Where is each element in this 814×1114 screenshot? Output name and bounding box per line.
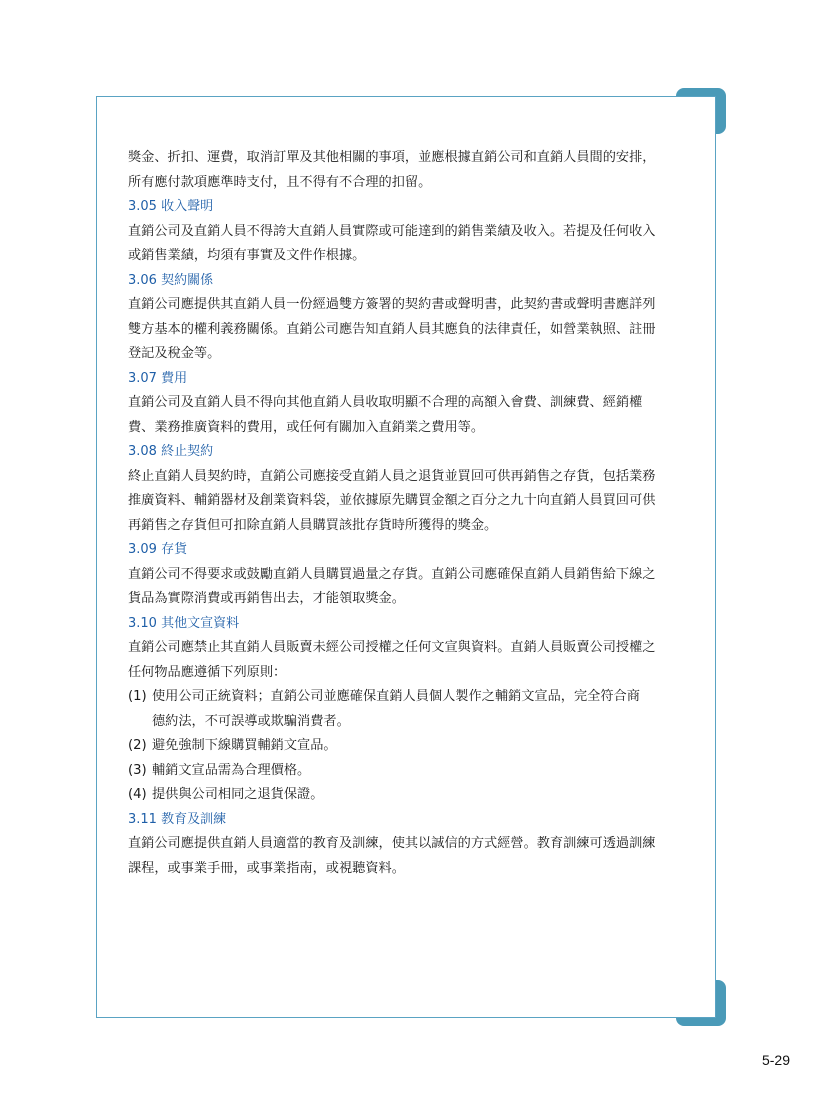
paragraph-line: 終止直銷人員契約時，直銷公司應接受直銷人員之退貨並買回可供再銷售之存貨，包括業務	[128, 468, 656, 484]
list-item	[128, 783, 696, 808]
paragraph-line: 貨品為實際消費或再銷售出去，才能領取獎金。	[128, 591, 405, 606]
list-item-text: 輔銷文宣品需為合理價格。	[152, 762, 311, 778]
paragraph-line: 登記及稅金等。	[128, 346, 221, 361]
section-heading-3-08: 3.08 終止契約	[128, 444, 214, 459]
paragraph-line: 課程，或事業手冊，或事業指南，或視聽資料。	[128, 860, 405, 876]
paragraph-line: 直銷公司應提供直銷人員適當的教育及訓練，使其以誠信的方式經營。教育訓練可透過訓練	[128, 836, 656, 851]
paragraph-line: 任何物品應遵循下列原則：	[128, 664, 287, 680]
paragraph-line: 直銷公司及直銷人員不得誇大直銷人員實際或可能達到的銷售業績及收入。若提及任何收入	[128, 223, 656, 239]
paragraph-line: 雙方基本的權利義務關係。直銷公司應告知直銷人員其應負的法律責任，如營業執照、註冊	[128, 321, 656, 337]
list-number: (1)	[128, 689, 147, 704]
list-item-text: 提供與公司相同之退貨保證。	[152, 787, 324, 802]
page-number: 5-29	[761, 1052, 790, 1068]
list-item	[128, 734, 696, 759]
paragraph-line: 直銷公司及直銷人員不得向其他直銷人員收取明顯不合理的高額入會費、訓練費、經銷權	[128, 395, 643, 410]
paragraph-line: 再銷售之存貨但可扣除直銷人員購買該批存貨時所獲得的獎金。	[128, 517, 498, 533]
intro-line-1: 獎金、折扣、運費，取消訂單及其他相關的事項，並應根據直銷公司和直銷人員間的安排，	[128, 150, 656, 165]
intro-line-2: 所有應付款項應準時支付，且不得有不合理的扣留。	[128, 174, 432, 190]
list-item-text: 使用公司正統資料；直銷公司並應確保直銷人員個人製作之輔銷文宣品，完全符合商	[152, 689, 640, 704]
section-heading-3-07: 3.07 費用	[128, 370, 188, 386]
list-number: (4)	[128, 787, 147, 802]
paragraph-line: 或銷售業績，均須有事實及文件作根據。	[128, 248, 366, 263]
section-heading-3-10: 3.10 其他文宣資料	[128, 615, 240, 631]
list-item	[128, 685, 696, 734]
list-number: (2)	[128, 738, 147, 753]
frame-corner-bottom	[676, 980, 715, 1017]
paragraph-line: 推廣資料、輔銷器材及創業資料袋，並依據原先購買金額之百分之九十向直銷人員買回可供	[128, 493, 656, 508]
frame-corner-top	[676, 97, 715, 134]
paragraph-line: 直銷公司不得要求或鼓勵直銷人員購買過量之存貨。直銷公司應確保直銷人員銷售給下線之	[128, 566, 656, 582]
section-heading-3-11: 3.11 教育及訓練	[128, 811, 227, 827]
paragraph-line: 直銷公司應提供其直銷人員一份經過雙方簽署的契約書或聲明書，此契約書或聲明書應詳列	[128, 297, 656, 312]
list-number: (3)	[128, 762, 147, 778]
paragraph-line: 費、業務推廣資料的費用，或任何有關加入直銷業之費用等。	[128, 419, 485, 435]
list-item	[128, 759, 696, 784]
paragraph-line: 直銷公司應禁止其直銷人員販賣未經公司授權之任何文宣與資料。直銷人員販賣公司授權之	[128, 640, 656, 655]
list-item-text: 避免強制下線購買輔銷文宣品。	[152, 738, 337, 753]
list-item-text: 德約法，不可誤導或欺騙消費者。	[152, 713, 350, 729]
section-heading-3-09: 3.09 存貨	[128, 542, 188, 557]
section-heading-3-05: 3.05 收入聲明	[128, 199, 214, 214]
section-heading-3-06: 3.06 契約關係	[128, 272, 214, 288]
document-body	[128, 146, 696, 881]
